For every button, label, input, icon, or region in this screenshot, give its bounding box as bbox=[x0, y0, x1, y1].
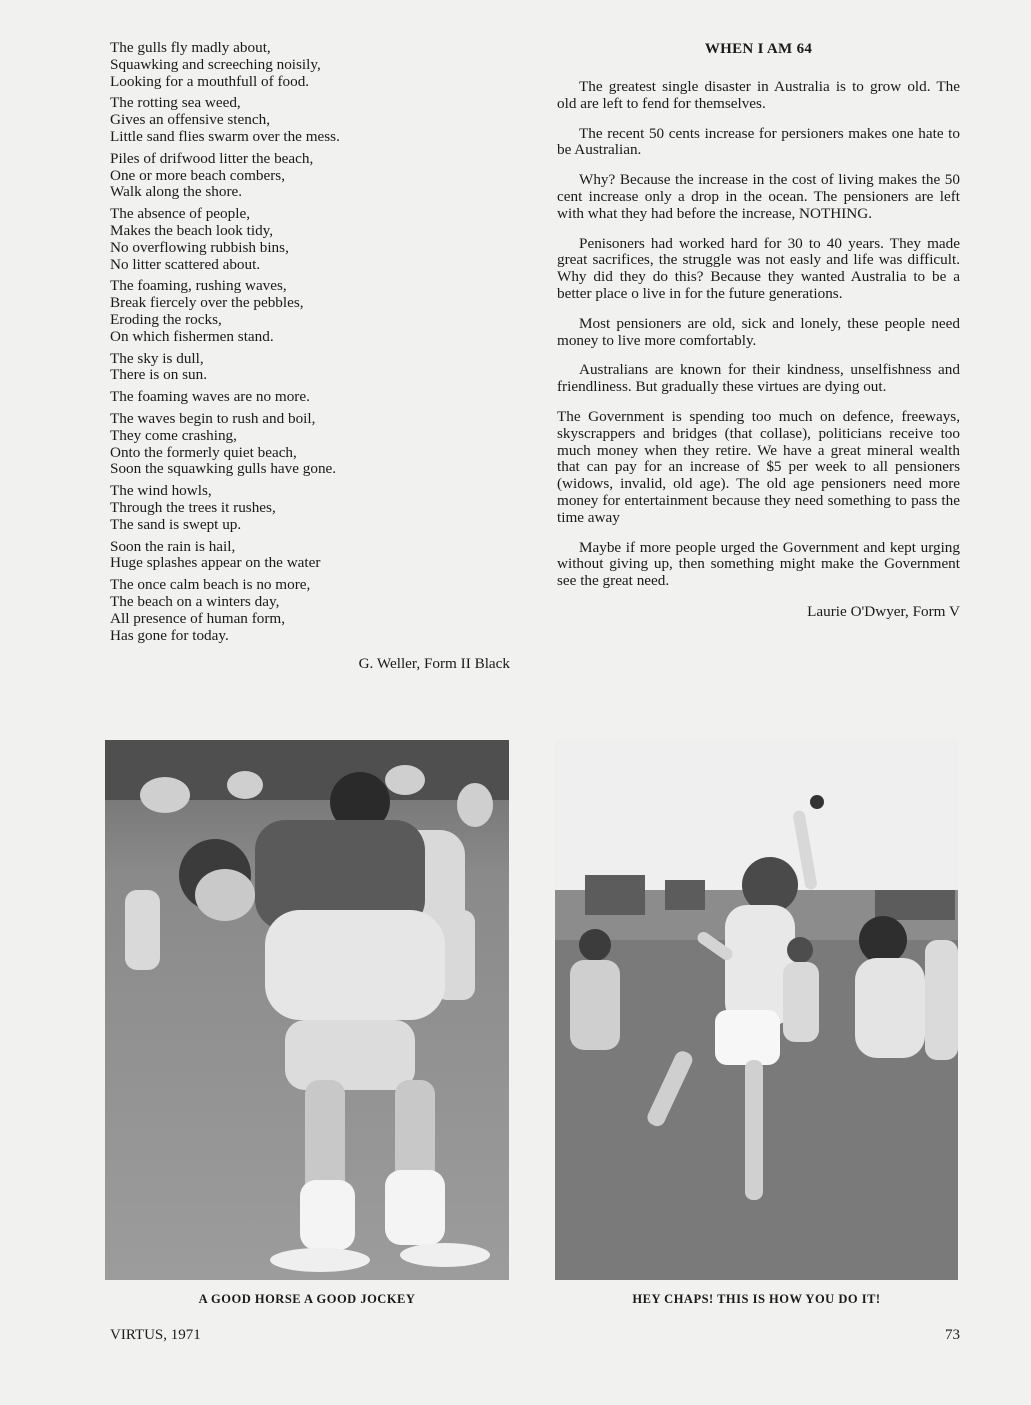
poem-line: On which fishermen stand. bbox=[110, 327, 274, 345]
poem-line: Through the trees it rushes, bbox=[110, 498, 276, 516]
page-number: 73 bbox=[945, 1327, 960, 1343]
poem-author: G. Weller, Form II Black bbox=[358, 655, 510, 673]
poem-line: Has gone for today. bbox=[110, 626, 229, 644]
poem-line: The absence of people, bbox=[110, 205, 250, 223]
article-author: Laurie O'Dwyer, Form V bbox=[807, 602, 960, 620]
poem-line: Squawking and screeching noisily, bbox=[110, 55, 321, 73]
poem-stanza bbox=[110, 206, 510, 273]
caption-left: A GOOD HORSE A GOOD JOCKEY bbox=[198, 1292, 416, 1306]
poem-line: Piles of drifwood litter the beach, bbox=[110, 149, 314, 167]
poem-line: Gives an offensive stench, bbox=[110, 111, 270, 129]
poem-stanza bbox=[110, 483, 510, 533]
poem-line: The foaming, rushing waves, bbox=[110, 277, 287, 295]
poem-stanza bbox=[110, 411, 510, 478]
article-body bbox=[557, 79, 960, 590]
poem-line: One or more beach combers, bbox=[110, 166, 286, 184]
photo-piggyback-race bbox=[105, 740, 509, 1280]
poem-line: Makes the beach look tidy, bbox=[110, 221, 274, 239]
photo-throwing bbox=[555, 740, 958, 1280]
poem-line: Soon the rain is hail, bbox=[110, 537, 236, 555]
poem-line: The gulls fly madly about, bbox=[110, 39, 271, 56]
poem-stanza bbox=[110, 278, 510, 345]
poem-line: The once calm beach is no more, bbox=[110, 576, 311, 594]
poem-line: The foaming waves are no more. bbox=[110, 388, 310, 406]
article-paragraph: The greatest single disaster in Australia is to grow old. The old are left to fend for themselves. bbox=[557, 78, 960, 112]
poem-line: Break fiercely over the pebbles, bbox=[110, 294, 304, 312]
poem-line: Looking for a mouthfull of food. bbox=[110, 72, 310, 90]
poem-line: No overflowing rubbish bins, bbox=[110, 238, 289, 256]
poem-stanza bbox=[110, 389, 510, 406]
poem-line: The sand is swept up. bbox=[110, 515, 242, 533]
poem-line: The waves begin to rush and boil, bbox=[110, 409, 316, 427]
poem-stanza bbox=[110, 40, 510, 90]
poem-line: All presence of human form, bbox=[110, 609, 286, 627]
poem-line: Little sand flies swarm over the mess. bbox=[110, 127, 340, 145]
article-title: WHEN I AM 64 bbox=[704, 41, 813, 57]
poem-line: Huge splashes appear on the water bbox=[110, 554, 321, 572]
article-paragraph: Most pensioners are old, sick and lonely, these people need money to live more comfortably. bbox=[557, 314, 960, 349]
article-paragraph: The Government is spending too much on defence, freeways, skyscrappers and bridges (that collase), politicians receive too much money when they retire. We have a great mineral wealth that can pay for an increase of $5 per week to all pensioners (widows, invalid, old age). The old age pensioners need more money for entertainment because they need something to pass the time away bbox=[557, 407, 960, 526]
poem-line: Eroding the rocks, bbox=[110, 310, 222, 328]
poem-column bbox=[110, 40, 510, 673]
poem-stanza bbox=[110, 351, 510, 385]
article-paragraph: Australians are known for their kindness, unselfishness and friendliness. But gradually these virtues are dying out. bbox=[557, 361, 960, 396]
poem-line: Walk along the shore. bbox=[110, 183, 243, 201]
poem-line: The rotting sea weed, bbox=[110, 94, 241, 112]
article-column bbox=[557, 40, 960, 621]
poem-line: Onto the formerly quiet beach, bbox=[110, 443, 297, 461]
poem-line: There is on sun. bbox=[110, 366, 208, 384]
poem-line: The sky is dull, bbox=[110, 349, 204, 367]
poem-stanza bbox=[110, 577, 510, 644]
poem-stanza bbox=[110, 539, 510, 573]
article-paragraph: Maybe if more people urged the Government and kept urging without giving up, then something might make the Government see the great need. bbox=[557, 538, 960, 590]
poem-line: The beach on a winters day, bbox=[110, 592, 280, 610]
article-paragraph: Penisoners had worked hard for 30 to 40 years. They made great sacrifices, the struggle was not easly and life was difficult. Why did they do this? Because they wanted Australia to be a better place o live in for the future generations. bbox=[557, 234, 960, 302]
article-paragraph: The recent 50 cents increase for persioners makes one hate to be Australian. bbox=[557, 124, 960, 159]
caption-right: HEY CHAPS! THIS IS HOW YOU DO IT! bbox=[632, 1292, 881, 1306]
article-paragraph: Why? Because the increase in the cost of living makes the 50 cent increase only a drop in the ocean. The pensioners are left with what they had before the increase, NOTHING. bbox=[557, 171, 960, 222]
poem-line: The wind howls, bbox=[110, 482, 212, 500]
poem-line: No litter scattered about. bbox=[110, 255, 261, 273]
poem-stanza bbox=[110, 95, 510, 145]
footer-publication: VIRTUS, 1971 bbox=[110, 1327, 201, 1343]
poem-stanza bbox=[110, 151, 510, 201]
poem-body bbox=[110, 40, 510, 644]
poem-line: They come crashing, bbox=[110, 426, 237, 444]
poem-line: Soon the squawking gulls have gone. bbox=[110, 460, 337, 478]
